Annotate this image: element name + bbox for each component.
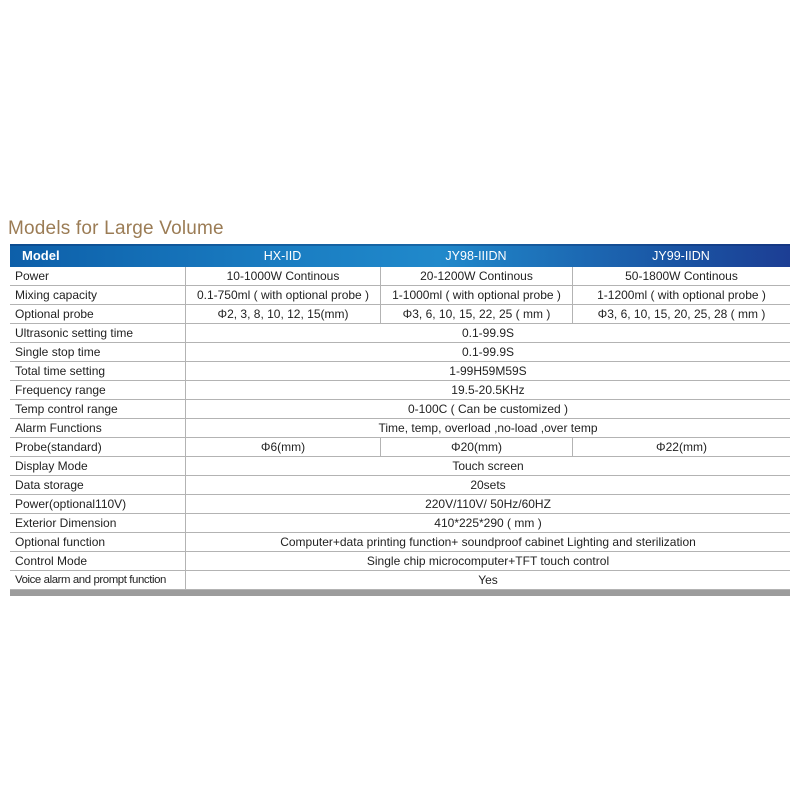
row-value: 1-1000ml ( with optional probe )	[380, 286, 572, 304]
row-label: Display Mode	[15, 459, 88, 473]
row-value: 1-1200ml ( with optional probe )	[572, 286, 790, 304]
row-value: 50-1800W Continous	[572, 267, 790, 285]
row-label: Probe(standard)	[15, 440, 102, 454]
row-label: Data storage	[15, 478, 84, 492]
row-value: Single chip microcomputer+TFT touch control	[185, 552, 790, 570]
row-value: 0.1-99.9S	[185, 324, 790, 342]
spec-table	[10, 244, 790, 596]
row-value: 20-1200W Continous	[380, 267, 572, 285]
header-column-jy98-iiidn: JY98-IIIDN	[445, 248, 507, 263]
table-row-exterior-dimension	[10, 514, 790, 533]
table-row-power	[10, 267, 790, 286]
row-label: Control Mode	[15, 554, 88, 568]
table-row-probe-standard	[10, 438, 790, 457]
table-bottom-bar	[10, 590, 790, 596]
table-row-optional-function	[10, 533, 790, 552]
row-value: 19.5-20.5KHz	[185, 381, 790, 399]
row-value: 410*225*290 ( mm )	[185, 514, 790, 532]
row-label: Optional probe	[15, 307, 94, 321]
row-value: 0.1-750ml ( with optional probe )	[185, 286, 380, 304]
header-column-hx-iid: HX-IID	[263, 248, 302, 263]
table-row-power-optional-110v	[10, 495, 790, 514]
row-label: Voice alarm and prompt function	[15, 574, 166, 586]
row-label: Mixing capacity	[15, 288, 98, 302]
row-label: Exterior Dimension	[15, 516, 117, 530]
table-row-temp-control-range	[10, 400, 790, 419]
row-label: Frequency range	[15, 383, 106, 397]
row-value: Touch screen	[185, 457, 790, 475]
table-row-display-mode	[10, 457, 790, 476]
row-label: Alarm Functions	[15, 421, 102, 435]
table-row-data-storage	[10, 476, 790, 495]
row-label: Single stop time	[15, 345, 101, 359]
row-value: 20sets	[185, 476, 790, 494]
table-row-optional-probe	[10, 305, 790, 324]
page-title: Models for Large Volume	[8, 218, 224, 239]
header-model-label: Model	[22, 248, 60, 263]
table-row-voice-alarm	[10, 571, 790, 590]
row-label: Power	[15, 269, 50, 283]
row-value: 0-100C ( Can be customized )	[185, 400, 790, 418]
table-row-ultrasonic-setting-time	[10, 324, 790, 343]
table-row-frequency-range	[10, 381, 790, 400]
row-value: 0.1-99.9S	[185, 343, 790, 361]
row-value: 10-1000W Continous	[185, 267, 380, 285]
row-value: Computer+data printing function+ soundproof cabinet Lighting and sterilization	[185, 533, 790, 551]
row-value: Φ20(mm)	[380, 438, 572, 456]
row-label: Power(optional110V)	[15, 497, 127, 511]
row-label: Temp control range	[15, 402, 118, 416]
row-value: Φ2, 3, 8, 10, 12, 15(mm)	[185, 305, 380, 323]
table-row-mixing-capacity	[10, 286, 790, 305]
row-value: 1-99H59M59S	[185, 362, 790, 380]
table-row-alarm-functions	[10, 419, 790, 438]
row-value: Time, temp, overload ,no-load ,over temp	[185, 419, 790, 437]
row-label: Optional function	[15, 535, 106, 549]
row-label: Ultrasonic setting time	[15, 326, 134, 340]
row-value: Φ3, 6, 10, 15, 22, 25 ( mm )	[380, 305, 572, 323]
table-row-total-time-setting	[10, 362, 790, 381]
table-row-single-stop-time	[10, 343, 790, 362]
table-header-row	[10, 244, 790, 267]
row-value: Yes	[185, 571, 790, 589]
row-value: 220V/110V/ 50Hz/60HZ	[185, 495, 790, 513]
table-row-control-mode	[10, 552, 790, 571]
row-value: Φ22(mm)	[572, 438, 790, 456]
row-value: Φ6(mm)	[185, 438, 380, 456]
header-column-jy99-iidn: JY99-IIDN	[652, 248, 710, 263]
row-value: Φ3, 6, 10, 15, 20, 25, 28 ( mm )	[572, 305, 790, 323]
row-label: Total time setting	[15, 364, 106, 378]
